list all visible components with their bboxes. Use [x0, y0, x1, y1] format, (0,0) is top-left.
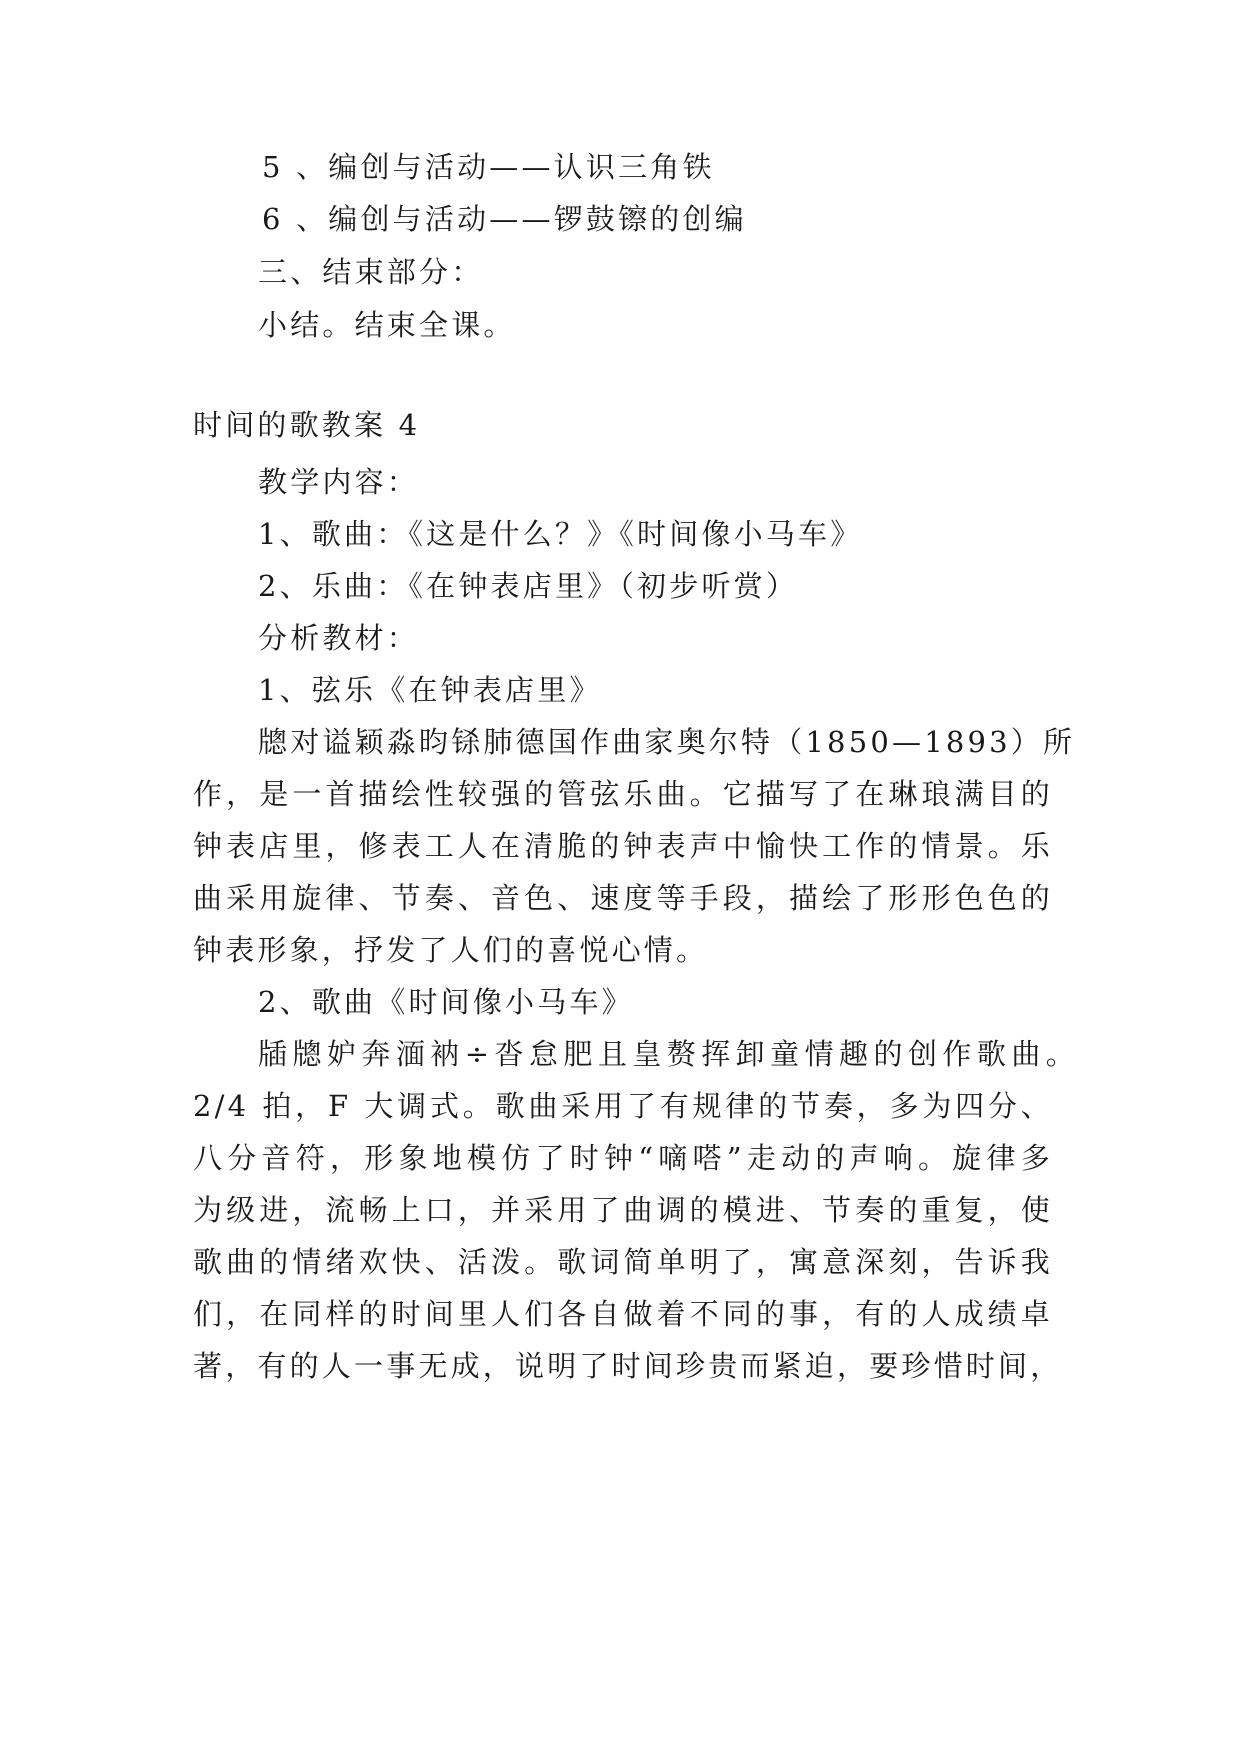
paragraph-line: 为级进，流畅上口，并采用了曲调的模进、节奏的重复，使: [193, 1193, 1053, 1227]
section-heading-ending: 三、结束部分：: [258, 255, 484, 289]
paragraph-line: 歌曲的情绪欢快、活泼。歌词简单明了，寓意深刻，告诉我: [193, 1245, 1053, 1279]
paragraph-line: 钟表店里，修表工人在清脆的钟表声中愉快工作的情景。乐: [193, 829, 1053, 863]
paragraph-line: 牐牕妒奔湎衲÷沓怠肥且皇赘挥卸童情趣的创作歌曲。: [258, 1037, 1078, 1071]
list-item-step-5: 5 、编创与活动——认识三角铁: [262, 150, 715, 184]
paragraph-line: 们，在同样的时间里人们各自做着不同的事，有的人成绩卓: [193, 1297, 1053, 1331]
section-heading-content: 教学内容：: [258, 465, 420, 499]
list-item-content-2: 2、乐曲：《在钟表店里》（初步听赏）: [258, 569, 799, 603]
subheading-analysis-2: 2、歌曲《时间像小马车》: [258, 985, 634, 1019]
paragraph-line: 2/4 拍，F 大调式。歌曲采用了有规律的节奏，多为四分、: [193, 1089, 1053, 1123]
paragraph-line: 著，有的人一事无成，说明了时间珍贵而紧迫，要珍惜时间，: [193, 1349, 1063, 1383]
list-item-step-6: 6 、编创与活动——锣鼓镲的创编: [262, 202, 747, 236]
paragraph-line: 作，是一首描绘性较强的管弦乐曲。它描写了在琳琅满目的: [193, 777, 1053, 811]
subheading-analysis-1: 1、弦乐《在钟表店里》: [258, 673, 602, 707]
document-title: 时间的歌教案 4: [193, 408, 421, 442]
list-item-content-1: 1、歌曲：《这是什么？》《时间像小马车》: [258, 517, 863, 551]
paragraph-line: 八分音符，形象地模仿了时钟“嘀嗒”走动的声响。旋律多: [193, 1141, 1053, 1175]
paragraph-line: 牕对谥颖淼昀铩肺德国作曲家奥尔特（1850—1893）所: [258, 725, 1076, 759]
paragraph-summary: 小结。结束全课。: [258, 308, 516, 342]
section-heading-analysis: 分析教材：: [258, 621, 420, 655]
paragraph-line: 曲采用旋律、节奏、音色、速度等手段，描绘了形形色色的: [193, 881, 1053, 915]
paragraph-line: 钟表形象，抒发了人们的喜悦心情。: [193, 933, 709, 967]
